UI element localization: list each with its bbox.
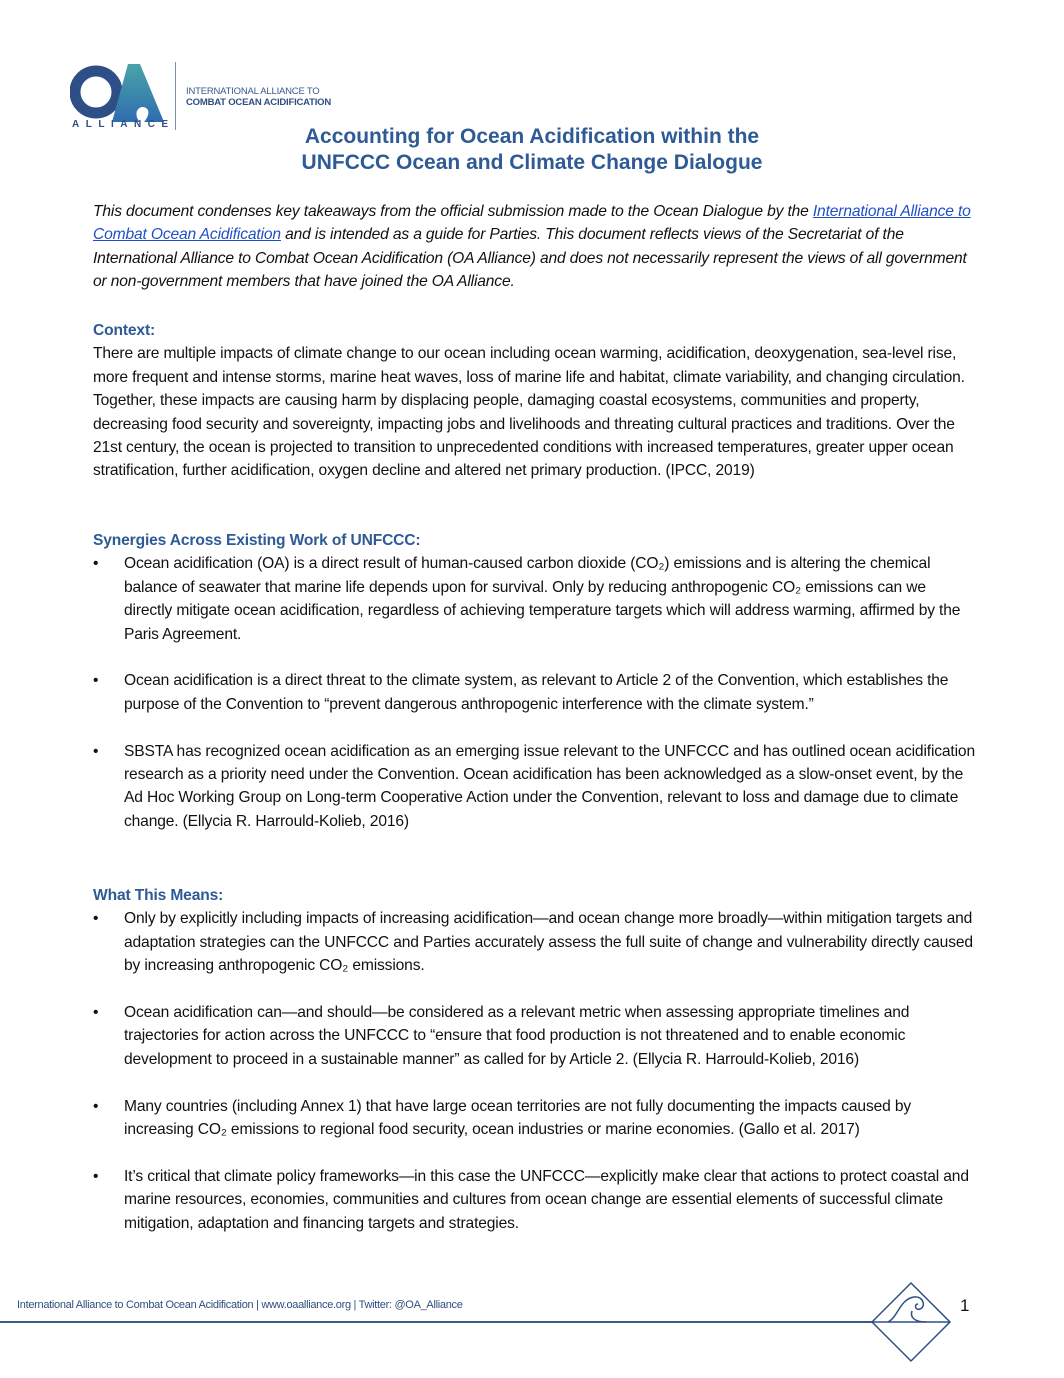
page-title bbox=[0, 124, 1064, 176]
oa-alliance-link[interactable]: International Alliance to Combat Ocean Acidification bbox=[93, 203, 971, 244]
list-item: • Ocean acidification can—and should—be considered as a relevant metric when assessing appropriate timelines and trajectories for action across the UNFCCC to “ensure that food production is not threatened and to enable economic development to proceed in a sustainable manner” as called for by Article 2. (Ellycia R. Harrould-Kolieb, 2016) bbox=[93, 1001, 978, 1071]
footer-divider bbox=[0, 1321, 872, 1323]
oa-alliance-logo bbox=[70, 60, 175, 132]
context-section bbox=[93, 319, 978, 483]
logo-text-line2: COMBAT OCEAN ACIDIFICATION bbox=[186, 97, 332, 108]
footer-text: International Alliance to Combat Ocean Acidification | www.oaalliance.org | Twitter: @OA_Alliance bbox=[17, 1299, 463, 1311]
means-section bbox=[93, 884, 978, 1258]
wave-diamond-icon bbox=[870, 1281, 952, 1368]
list-item: • Only by explicitly including impacts of increasing acidification—and ocean change more broadly—within mitigation targets and adaptation strategies can the UNFCCC and Parties accurately assess the full suite of change and vulnerability directly caused by increasing anthropogenic CO₂ emissions. bbox=[93, 907, 978, 977]
title-line2: UNFCCC Ocean and Climate Change Dialogue bbox=[301, 151, 763, 174]
intro-text: This document condenses key takeaways from the official submission made to the Ocean Dialogue by the bbox=[93, 203, 813, 220]
intro-text-cont: and is intended as a guide for Parties. This document reflects views of the Secretariat of the International Alliance to Combat Ocean Acidification (OA Alliance) and does not necessarily represent the views of all government or non-government members that have joined the OA Alliance. bbox=[93, 226, 967, 291]
list-item: • SBSTA has recognized ocean acidification as an emerging issue relevant to the UNFCCC and has outlined ocean acidification research as a priority need under the Convention. Ocean acidification has been acknowledged as a slow-onset event, by the Ad Hoc Working Group on Long-term Cooperative Action under the Convention, relevant to loss and damage due to climate change. (Ellycia R. Harrould-Kolieb, 2016) bbox=[93, 740, 978, 834]
intro-paragraph bbox=[93, 200, 978, 294]
list-item: • Ocean acidification (OA) is a direct result of human-caused carbon dioxide (CO₂) emissions and is altering the chemical balance of seawater that marine life depends upon for survival. Only by reducing anthropogenic CO₂ emissions can we directly mitigate ocean acidification, regardless of achieving temperature targets which will address warming, affirmed by the Paris Agreement. bbox=[93, 552, 978, 646]
synergies-section bbox=[93, 529, 978, 857]
context-body: There are multiple impacts of climate change to our ocean including ocean warming, acidification, deoxygenation, sea-level rise, more frequent and intense storms, marine heat waves, loss of marine life and habitat, climate variability, and changing circulation. Together, these impacts are causing harm by displacing people, damaging coastal ecosystems, communities and property, decreasing food security and sovereignty, impacting jobs and livelihoods and threating cultural practices and traditions. Over the 21st century, the ocean is projected to transition to unprecedented conditions with increased temperatures, greater upper ocean stratification, further acidification, oxygen decline and altered net primary production. (IPCC, 2019) bbox=[93, 345, 965, 480]
means-heading: What This Means: bbox=[93, 887, 224, 904]
logo-wordmark: ALLIANCE bbox=[72, 119, 175, 130]
list-item: • Ocean acidification is a direct threat to the climate system, as relevant to Article 2 of the Convention, which establishes the purpose of the Convention to “prevent dangerous anthropogenic interference with the climate system.” bbox=[93, 669, 978, 716]
list-item: • It’s critical that climate policy frameworks—in this case the UNFCCC—explicitly make clear that actions to protect coastal and marine resources, economies, communities and cultures from ocean change are essential elements of successful climate mitigation, adaptation and financing targets and strategies. bbox=[93, 1165, 978, 1235]
list-item: • Many countries (including Annex 1) that have large ocean territories are not fully documenting the impacts caused by increasing CO₂ emissions to regional food security, ocean industries or marine economies. (Gallo et al. 2017) bbox=[93, 1095, 978, 1142]
logo-divider bbox=[175, 62, 176, 130]
context-heading: Context: bbox=[93, 322, 156, 339]
synergies-heading: Synergies Across Existing Work of UNFCCC: bbox=[93, 532, 421, 549]
logo-text-line1: INTERNATIONAL ALLIANCE TO bbox=[186, 86, 320, 97]
title-line1: Accounting for Ocean Acidification within the bbox=[304, 125, 760, 148]
logo-text bbox=[186, 86, 331, 108]
page-number: 1 bbox=[960, 1296, 970, 1315]
